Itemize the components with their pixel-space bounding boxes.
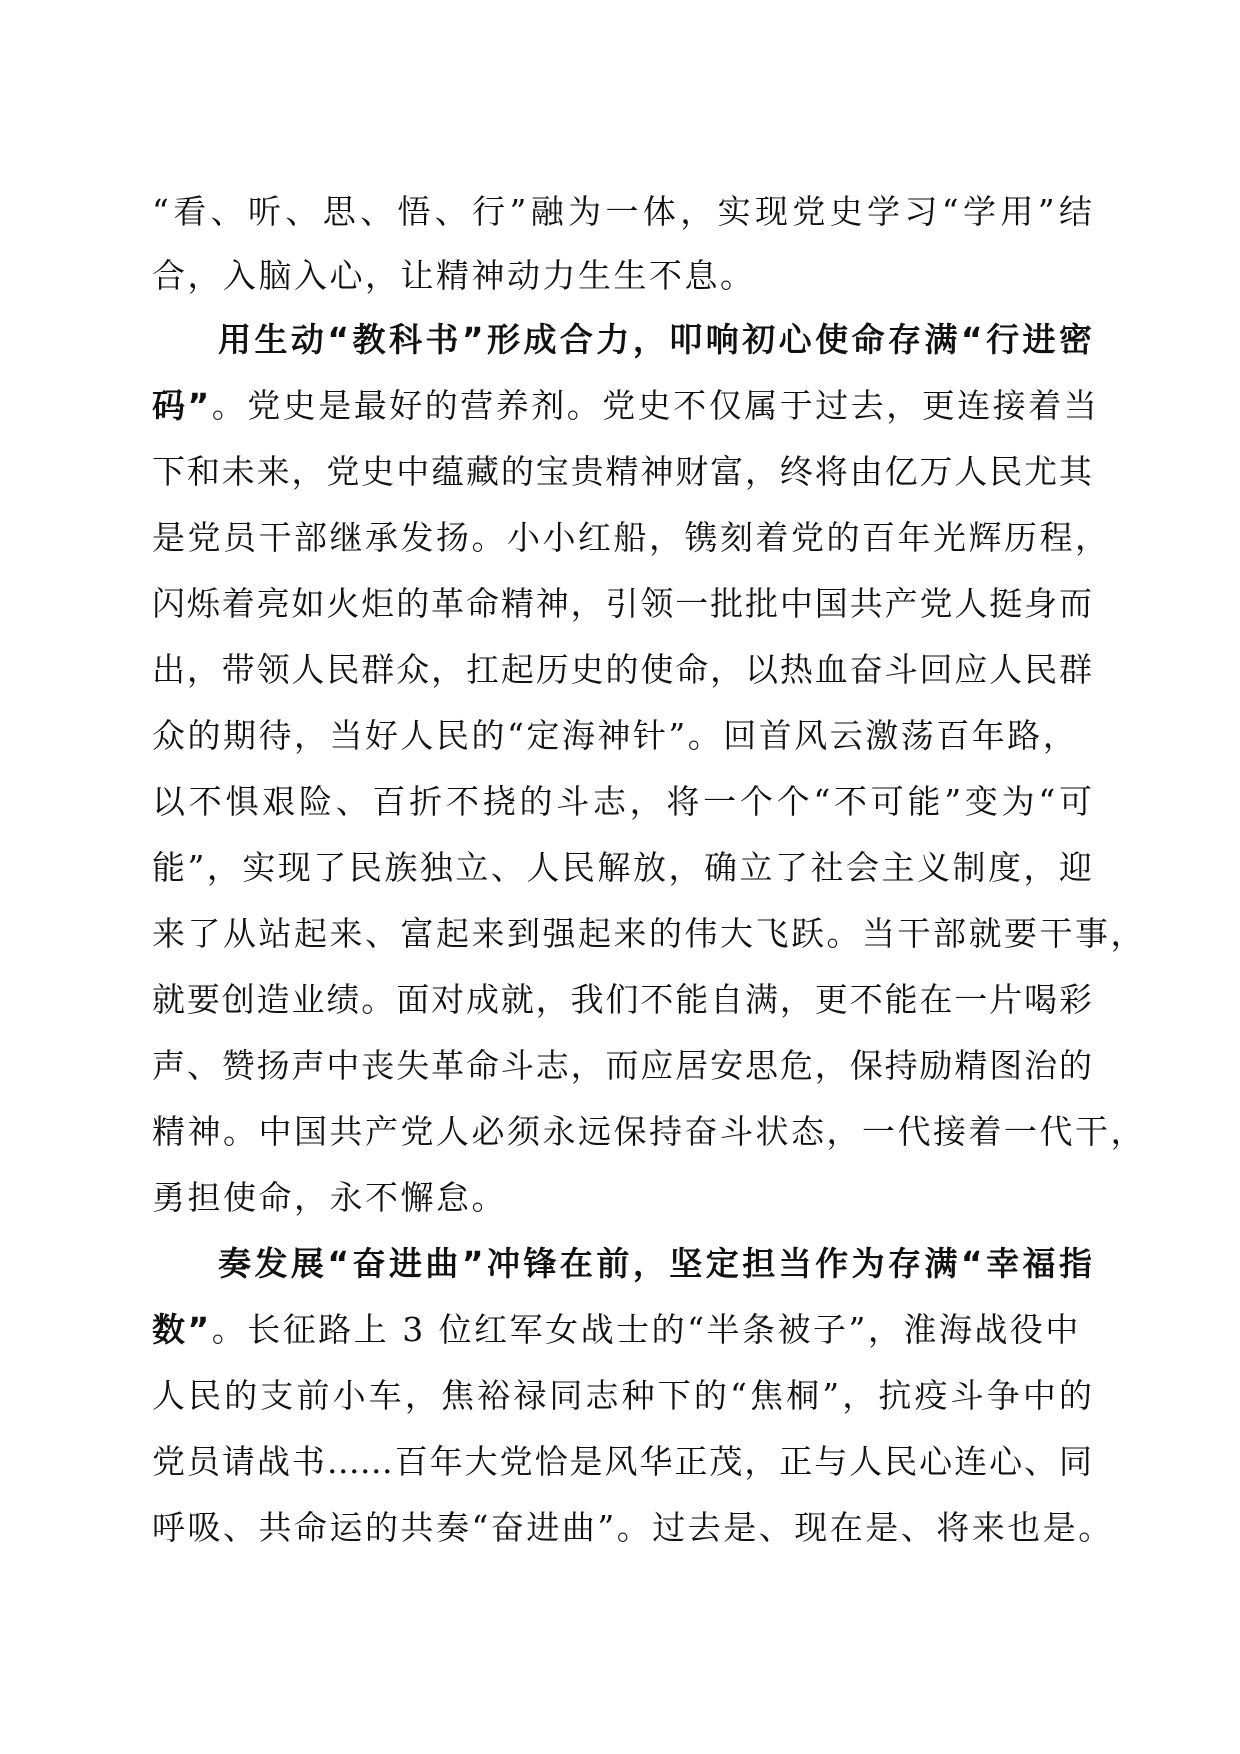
text-line: 是党员干部继承发扬。小小红船，镌刻着党的百年光辉历程，	[152, 518, 1111, 557]
text-line: 人民的支前小车，焦裕禄同志种下的“焦桐”，抗疫斗争中的	[152, 1376, 1092, 1415]
text-line: 勇担使命，永不懈怠。	[152, 1178, 507, 1217]
paragraph-heading: 用生动“教科书”形成合力，叩响初心使命存满“行进密	[218, 320, 1092, 359]
paragraph-heading: 奏发展“奋进曲”冲锋在前，坚定担当作为存满“幸福指	[218, 1244, 1092, 1283]
text-line: 下和未来，党史中蕴藏的宝贵精神财富，终将由亿万人民尤其	[152, 452, 1092, 491]
paragraph-heading-end: 数”	[152, 1310, 212, 1349]
text-line: 合，入脑入心，让精神动力生生不息。	[152, 256, 756, 295]
text-line: 就要创造业绩。面对成就，我们不能自满，更不能在一片喝彩	[152, 980, 1092, 1019]
text-line: 呼吸、共命运的共奏“奋进曲”。过去是、现在是、将来也是。	[152, 1508, 1114, 1547]
text-line	[152, 1310, 1092, 1350]
text-line: 众的期待，当好人民的“定海神针”。回首风云激荡百年路，	[152, 716, 1079, 755]
text-line	[152, 386, 1100, 426]
text-line: 精神。中国共产党人必须永远保持奋斗状态，一代接着一代干，	[152, 1112, 1146, 1151]
text-run: 。长征路上 3 位红军女战士的“半条被子”，淮海战役中	[211, 1310, 1081, 1349]
text-line: 出，带领人民群众，扛起历史的使命，以热血奋斗回应人民群	[152, 650, 1092, 689]
text-line: 声、赞扬声中丧失革命斗志，而应居安思危，保持励精图治的	[152, 1046, 1092, 1085]
text-line: 能”，实现了民族独立、人民解放，确立了社会主义制度，迎	[152, 848, 1092, 887]
text-line: 以不惧艰险、百折不挠的斗志，将一个个“不可能”变为“可	[152, 782, 1092, 821]
text-line: “看、听、思、悟、行”融为一体，实现党史学习“学用”结	[152, 192, 1092, 231]
text-line: 党员请战书……百年大党恰是风华正茂，正与人民心连心、同	[152, 1442, 1092, 1481]
text-line: 闪烁着亮如火炬的革命精神，引领一批批中国共产党人挺身而	[152, 584, 1092, 623]
paragraph-heading-end: 码”	[152, 386, 212, 425]
text-line: 来了从站起来、富起来到强起来的伟大飞跃。当干部就要干事，	[152, 914, 1146, 953]
text-run: 。党史是最好的营养剂。党史不仅属于过去，更连接着当	[211, 386, 1100, 425]
